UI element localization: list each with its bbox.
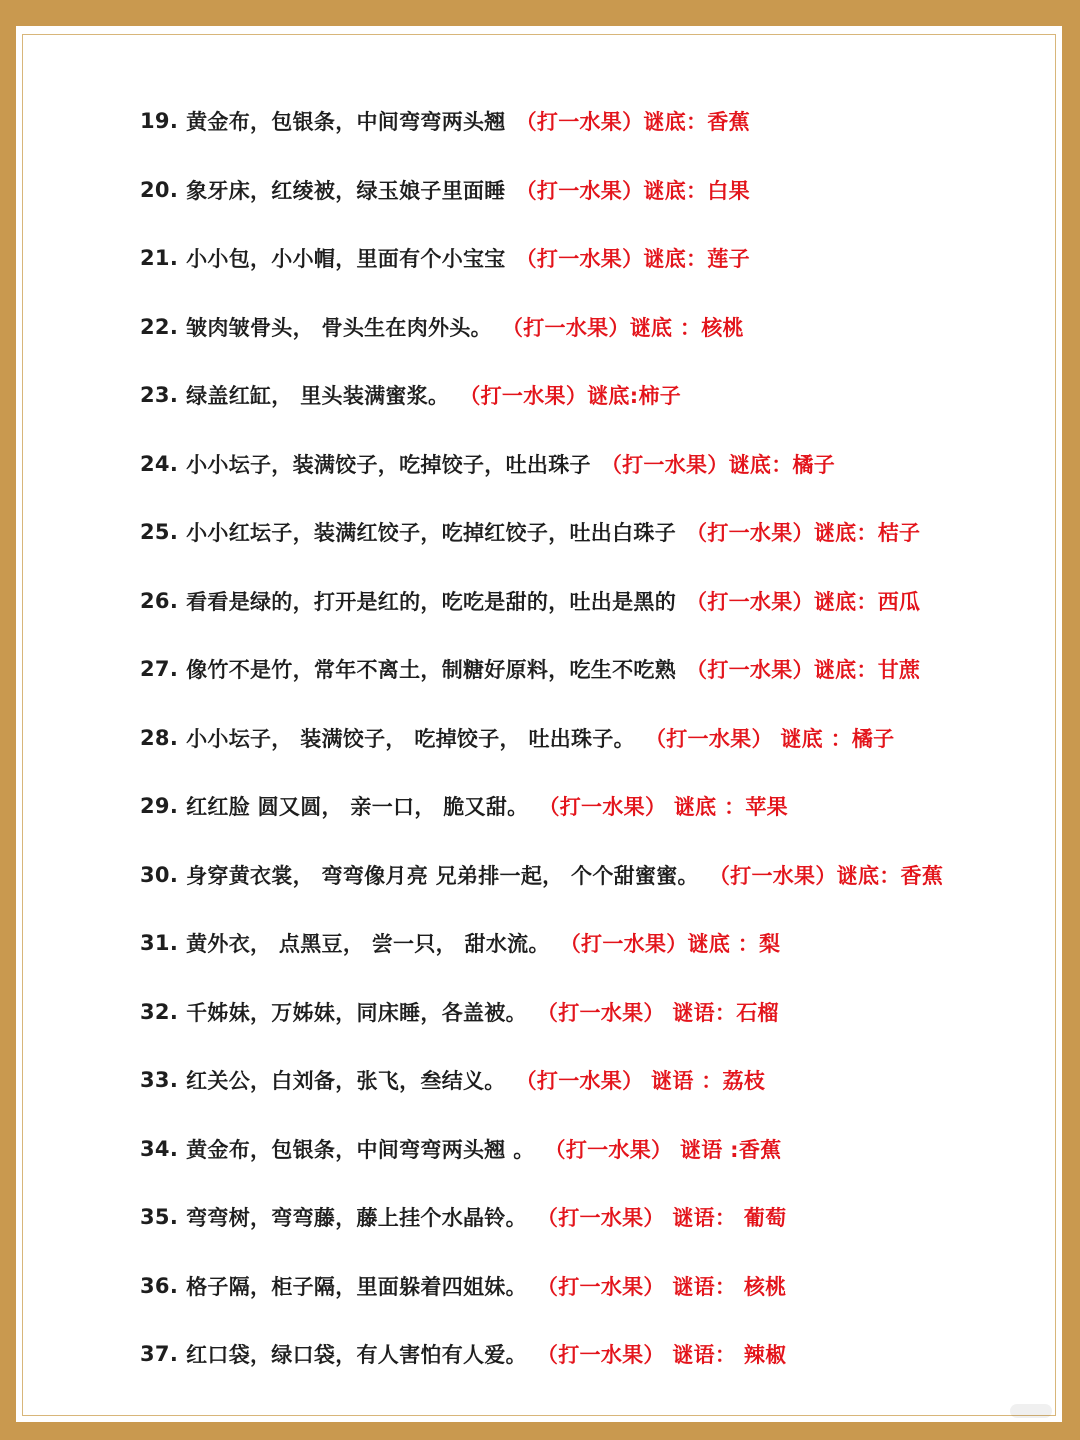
riddle-text: 千姊妹，万姊妹，同床睡，各盖被。 bbox=[186, 1000, 527, 1025]
riddle-answer: （打一水果）谜底：莲子 bbox=[515, 247, 750, 272]
riddle-number: 28. bbox=[140, 725, 179, 750]
riddle-item bbox=[140, 567, 1020, 636]
riddle-item bbox=[140, 1183, 1020, 1252]
riddle-answer: （打一水果）谜底：橘子 bbox=[600, 452, 836, 477]
riddle-text: 身穿黄衣裳， 弯弯像月亮 兄弟排一起， 个个甜蜜蜜。 bbox=[186, 863, 699, 888]
riddle-number: 29. bbox=[140, 794, 179, 819]
riddle-item bbox=[140, 1046, 1020, 1115]
watermark bbox=[1010, 1404, 1052, 1418]
riddle-text: 弯弯树，弯弯藤，藤上挂个水晶铃。 bbox=[186, 1206, 527, 1231]
riddle-answer: （打一水果）谜底：白果 bbox=[515, 178, 750, 203]
riddle-number: 23. bbox=[140, 383, 179, 408]
riddle-answer: （打一水果）谜底：香蕉 bbox=[708, 863, 944, 888]
riddle-item bbox=[140, 224, 1020, 293]
riddle-item bbox=[140, 1252, 1020, 1321]
riddle-text: 小小红坛子，装满红饺子，吃掉红饺子，吐出白珠子 bbox=[186, 521, 677, 546]
riddle-item bbox=[140, 498, 1020, 567]
riddle-number: 27. bbox=[140, 657, 179, 682]
riddle-text: 格子隔，柜子隔，里面躲着四姐妹。 bbox=[186, 1274, 527, 1299]
riddle-number: 37. bbox=[140, 1342, 179, 1367]
riddle-item bbox=[140, 841, 1020, 910]
riddle-number: 36. bbox=[140, 1273, 179, 1298]
riddle-number: 20. bbox=[140, 177, 179, 202]
riddle-answer: （打一水果）谜底：西瓜 bbox=[686, 589, 921, 614]
riddle-answer: （打一水果）谜底：桔子 bbox=[686, 521, 921, 546]
riddle-text: 像竹不是竹，常年不离土，制糖好原料，吃生不吃熟 bbox=[186, 658, 677, 683]
riddle-text: 小小包，小小帽，里面有个小宝宝 bbox=[186, 247, 506, 272]
riddle-number: 30. bbox=[140, 862, 179, 887]
riddle-number: 35. bbox=[140, 1205, 179, 1230]
riddle-answer: （打一水果）谜底 ：梨 bbox=[559, 932, 781, 957]
riddle-list bbox=[140, 87, 1020, 1389]
riddle-answer: （打一水果） 谜底 ：苹果 bbox=[538, 795, 788, 820]
riddle-number: 34. bbox=[140, 1136, 179, 1161]
riddle-item bbox=[140, 909, 1020, 978]
riddle-answer: （打一水果） 谜语 :香蕉 bbox=[544, 1137, 782, 1162]
riddle-item bbox=[140, 156, 1020, 225]
riddle-number: 24. bbox=[140, 451, 179, 476]
riddle-answer: （打一水果）谜底：香蕉 bbox=[515, 110, 750, 135]
riddle-number: 19. bbox=[140, 109, 179, 134]
riddle-text: 小小坛子，装满饺子，吃掉饺子，吐出珠子 bbox=[186, 452, 591, 477]
riddle-item bbox=[140, 430, 1020, 499]
riddle-number: 32. bbox=[140, 999, 179, 1024]
riddle-item bbox=[140, 361, 1020, 430]
riddle-number: 33. bbox=[140, 1068, 179, 1093]
riddle-answer: （打一水果） 谜语： 葡萄 bbox=[536, 1206, 787, 1231]
riddle-answer: （打一水果） 谜语 ：荔枝 bbox=[515, 1069, 766, 1094]
riddle-text: 黄金布，包银条，中间弯弯两头翘 bbox=[186, 110, 506, 135]
riddle-answer: （打一水果） 谜语： 核桃 bbox=[536, 1274, 787, 1299]
riddle-text: 红关公，白刘备，张飞，叁结义。 bbox=[186, 1069, 506, 1094]
riddle-item bbox=[140, 87, 1020, 156]
riddle-text: 绿盖红缸， 里头装满蜜浆。 bbox=[186, 384, 450, 409]
riddle-item bbox=[140, 635, 1020, 704]
riddle-item bbox=[140, 293, 1020, 362]
riddle-number: 31. bbox=[140, 931, 179, 956]
riddle-text: 黄金布，包银条，中间弯弯两头翘 。 bbox=[186, 1137, 535, 1162]
riddle-text: 红口袋，绿口袋，有人害怕有人爱。 bbox=[186, 1343, 527, 1368]
riddle-text: 看看是绿的，打开是红的，吃吃是甜的，吐出是黑的 bbox=[186, 589, 677, 614]
riddle-answer: （打一水果）谜底 ：核桃 bbox=[501, 315, 744, 340]
riddle-text: 皱肉皱骨头， 骨头生在肉外头。 bbox=[186, 315, 492, 340]
riddle-text: 象牙床，红绫被，绿玉娘子里面睡 bbox=[186, 178, 506, 203]
riddle-item bbox=[140, 978, 1020, 1047]
riddle-text: 小小坛子， 装满饺子， 吃掉饺子， 吐出珠子。 bbox=[186, 726, 635, 751]
riddle-item bbox=[140, 772, 1020, 841]
riddle-answer: （打一水果）谜底:柿子 bbox=[459, 384, 682, 409]
riddle-number: 21. bbox=[140, 246, 179, 271]
riddle-answer: （打一水果）谜底：甘蔗 bbox=[686, 658, 921, 683]
riddle-item bbox=[140, 1320, 1020, 1389]
riddle-number: 22. bbox=[140, 314, 179, 339]
riddle-text: 红红脸 圆又圆， 亲一口， 脆又甜。 bbox=[186, 795, 529, 820]
riddle-item bbox=[140, 1115, 1020, 1184]
riddle-answer: （打一水果） 谜语： 辣椒 bbox=[536, 1343, 787, 1368]
riddle-answer: （打一水果） 谜底 ：橘子 bbox=[644, 726, 895, 751]
riddle-item bbox=[140, 704, 1020, 773]
riddle-number: 26. bbox=[140, 588, 179, 613]
riddle-text: 黄外衣， 点黑豆， 尝一只， 甜水流。 bbox=[186, 932, 550, 957]
riddle-answer: （打一水果） 谜语：石榴 bbox=[536, 1000, 779, 1025]
riddle-number: 25. bbox=[140, 520, 179, 545]
